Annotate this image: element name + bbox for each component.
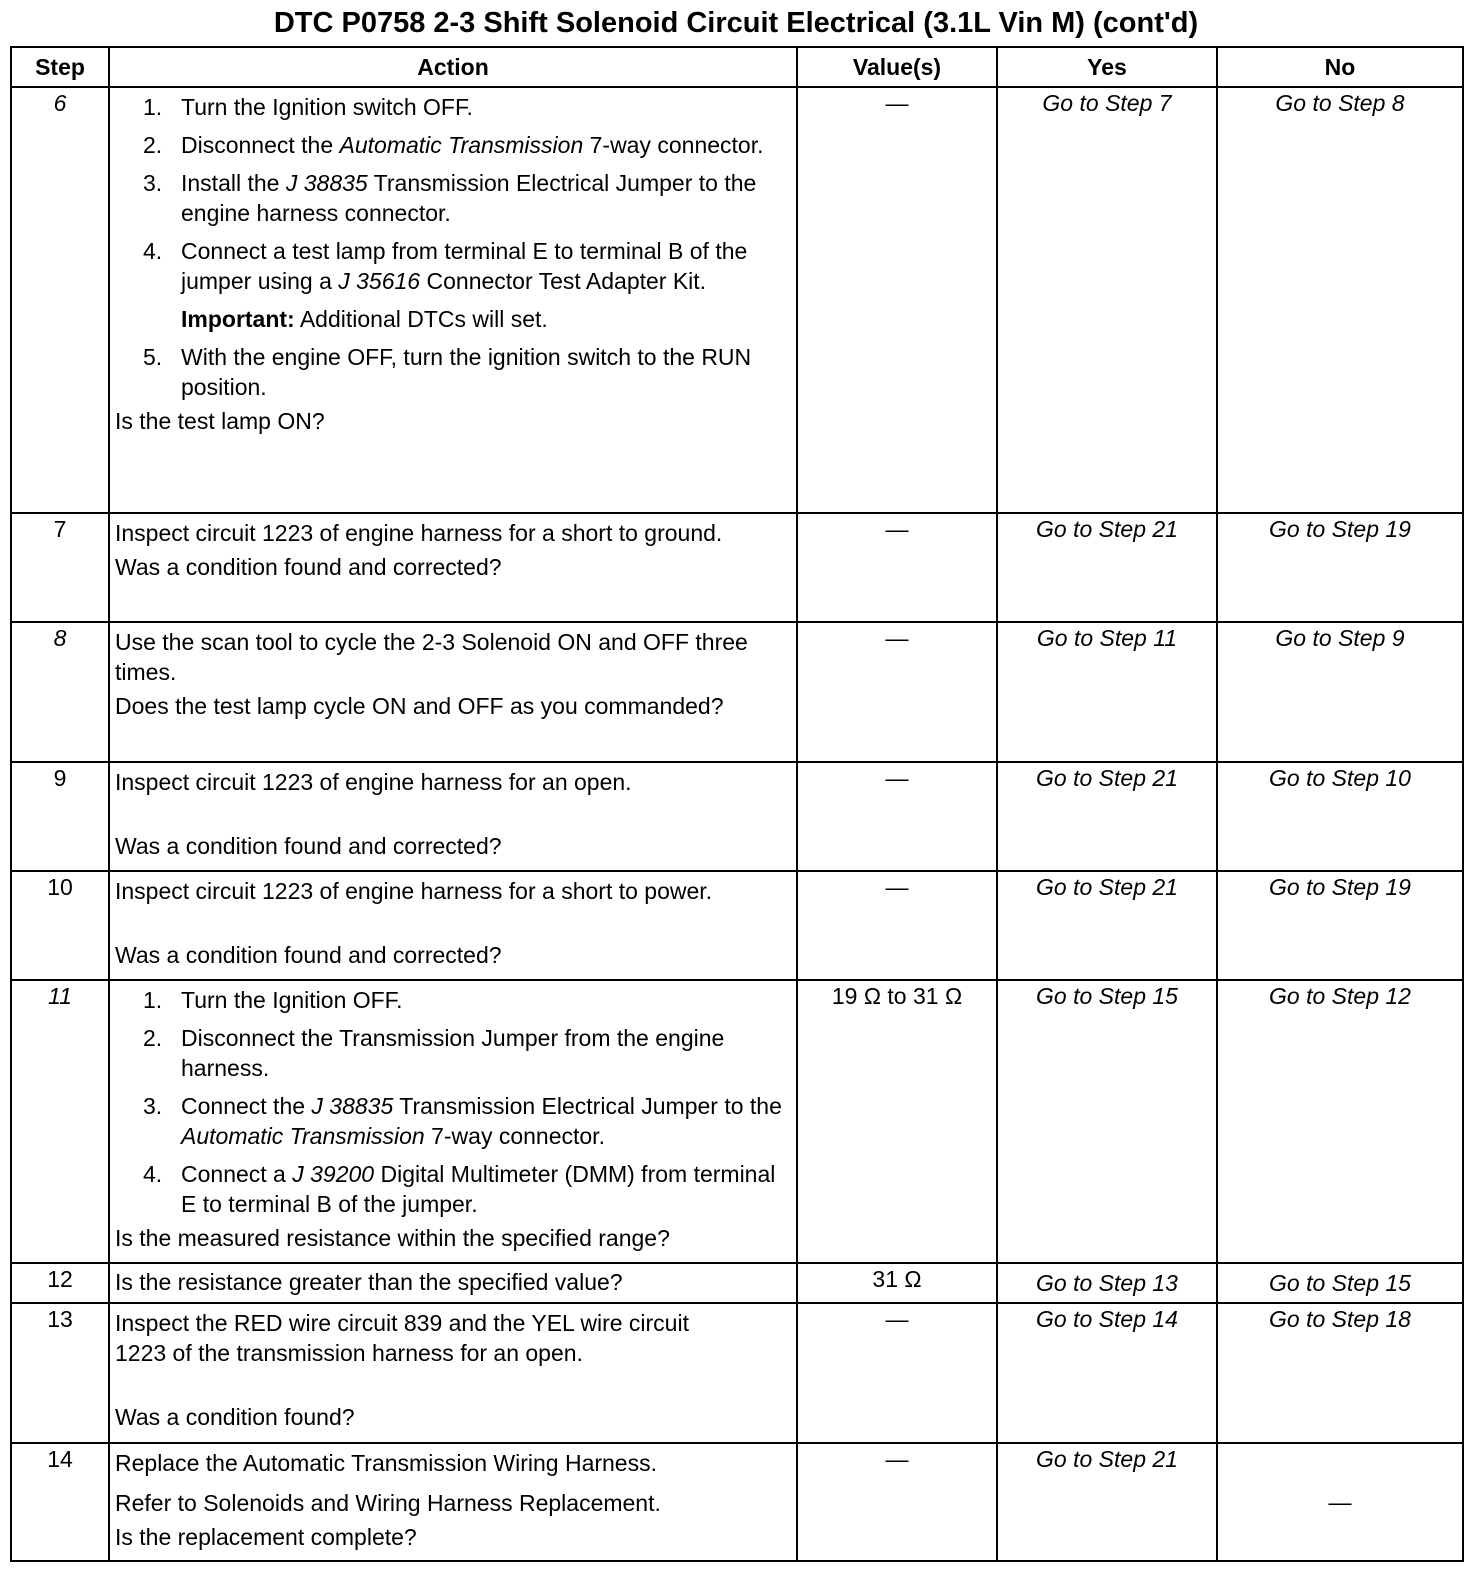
action-text: Inspect circuit 1223 of engine harness for a short to ground. <box>115 520 723 546</box>
yes-cell: Go to Step 7 <box>997 87 1217 513</box>
diagnostic-table <box>10 46 1464 1562</box>
no-cell: Go to Step 19 <box>1217 513 1463 622</box>
question-text: Is the test lamp ON? <box>115 408 325 434</box>
value-cell: — <box>797 1443 997 1561</box>
step-number: 12 <box>11 1263 109 1303</box>
value-cell: 31 Ω <box>797 1263 997 1303</box>
action-cell <box>109 1443 797 1561</box>
step-number: 11 <box>11 980 109 1263</box>
action-text: Use the scan tool to cycle the 2-3 Solenoid ON and OFF three times. <box>115 629 748 685</box>
action-cell <box>109 513 797 622</box>
header-values: Value(s) <box>797 47 997 87</box>
table-row <box>11 1263 1463 1303</box>
no-cell: Go to Step 19 <box>1217 871 1463 980</box>
yes-cell: Go to Step 14 <box>997 1303 1217 1443</box>
action-cell <box>109 1263 797 1303</box>
value-cell: — <box>797 622 997 762</box>
yes-cell: Go to Step 21 <box>997 1443 1217 1561</box>
list-item: 5. With the engine OFF, turn the ignition switch to the RUN position. <box>143 344 752 400</box>
value-cell: — <box>797 871 997 980</box>
no-cell: Go to Step 10 <box>1217 762 1463 871</box>
action-text: Refer to Solenoids and Wiring Harness Replacement. <box>115 1490 661 1516</box>
step-number: 9 <box>11 762 109 871</box>
yes-cell: Go to Step 13 <box>997 1263 1217 1303</box>
page-title: DTC P0758 2-3 Shift Solenoid Circuit Electrical (3.1L Vin M) (cont'd) <box>273 7 1199 39</box>
no-cell: Go to Step 15 <box>1217 1263 1463 1303</box>
table-row <box>11 622 1463 762</box>
yes-cell: Go to Step 21 <box>997 513 1217 622</box>
list-item: 3. Connect the J 38835 Transmission Electrical Jumper to the Automatic Transmission 7-way connector. <box>143 1093 782 1149</box>
question-text: Was a condition found and corrected? <box>115 833 502 859</box>
question-text: Is the resistance greater than the specified value? <box>115 1269 623 1295</box>
action-text: Replace the Automatic Transmission Wiring Harness. <box>115 1450 657 1476</box>
question-text: Is the replacement complete? <box>115 1524 417 1550</box>
action-cell <box>109 87 797 513</box>
header-step: Step <box>11 47 109 87</box>
table-row <box>11 1303 1463 1443</box>
action-text: Inspect circuit 1223 of engine harness for an open. <box>115 769 632 795</box>
value-cell: — <box>797 762 997 871</box>
list-item: 4. Connect a J 39200 Digital Multimeter (DMM) from terminal E to terminal B of the jumper. <box>143 1161 776 1217</box>
list-item: 2. Disconnect the Transmission Jumper from the engine harness. <box>143 1025 725 1081</box>
question-text: Was a condition found and corrected? <box>115 554 502 580</box>
table-row <box>11 1443 1463 1561</box>
value-cell: — <box>797 513 997 622</box>
question-text: Was a condition found? <box>115 1404 355 1430</box>
header-yes: Yes <box>997 47 1217 87</box>
list-item: 3. Install the J 38835 Transmission Electrical Jumper to the engine harness connector. <box>143 170 757 226</box>
step-number: 6 <box>11 87 109 513</box>
list-item: 1. Turn the Ignition OFF. <box>143 987 403 1013</box>
table-row <box>11 871 1463 980</box>
no-cell: — <box>1217 1443 1463 1561</box>
step-number: 14 <box>11 1443 109 1561</box>
yes-cell: Go to Step 15 <box>997 980 1217 1263</box>
step-number: 7 <box>11 513 109 622</box>
yes-cell: Go to Step 21 <box>997 871 1217 980</box>
list-item: 4. Connect a test lamp from terminal E to terminal B of the jumper using a J 35616 Connector Test Adapter Kit. <box>143 238 748 294</box>
table-row <box>11 980 1463 1263</box>
yes-cell: Go to Step 21 <box>997 762 1217 871</box>
question-text: Is the measured resistance within the specified range? <box>115 1225 670 1251</box>
action-text: Inspect circuit 1223 of engine harness for a short to power. <box>115 878 713 904</box>
question-text: Was a condition found and corrected? <box>115 942 502 968</box>
header-no: No <box>1217 47 1463 87</box>
list-item: 2. Disconnect the Automatic Transmission 7-way connector. <box>143 132 764 158</box>
table-row <box>11 513 1463 622</box>
header-action: Action <box>109 47 797 87</box>
no-cell: Go to Step 18 <box>1217 1303 1463 1443</box>
yes-cell: Go to Step 11 <box>997 622 1217 762</box>
action-cell <box>109 980 797 1263</box>
list-item: 1. Turn the Ignition switch OFF. <box>143 94 473 120</box>
no-cell: Go to Step 8 <box>1217 87 1463 513</box>
no-cell: Go to Step 9 <box>1217 622 1463 762</box>
header-row <box>11 47 1463 87</box>
action-text: Inspect the RED wire circuit 839 and the YEL wire circuit 1223 of the transmission harness for an open. <box>115 1310 689 1366</box>
action-cell <box>109 871 797 980</box>
table-row <box>11 762 1463 871</box>
step-number: 8 <box>11 622 109 762</box>
important-note: Important: Additional DTCs will set. <box>181 306 548 332</box>
question-text: Does the test lamp cycle ON and OFF as you commanded? <box>115 693 724 719</box>
value-cell: 19 Ω to 31 Ω <box>797 980 997 1263</box>
action-cell <box>109 1303 797 1443</box>
value-cell: — <box>797 1303 997 1443</box>
action-cell <box>109 622 797 762</box>
action-cell <box>109 762 797 871</box>
table-row <box>11 87 1463 513</box>
no-cell: Go to Step 12 <box>1217 980 1463 1263</box>
value-cell: — <box>797 87 997 513</box>
step-number: 13 <box>11 1303 109 1443</box>
step-number: 10 <box>11 871 109 980</box>
